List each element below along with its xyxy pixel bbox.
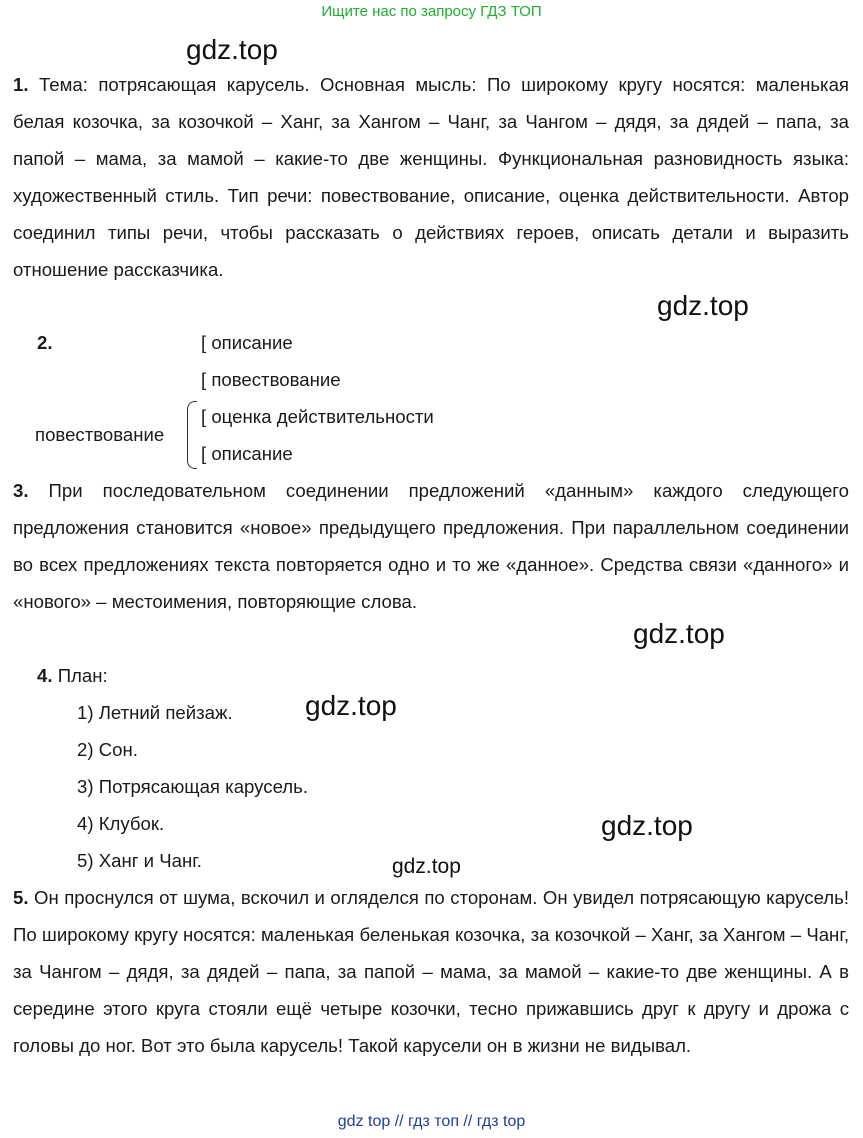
watermark: gdz.top: [657, 290, 749, 321]
task-2-item: [ описание: [201, 332, 293, 353]
task-2-item: [ оценка действительности: [201, 406, 434, 427]
task-4-number: 4.: [37, 665, 53, 686]
task-3: [13, 472, 849, 620]
watermark: gdz.top: [601, 810, 693, 841]
search-hint-link[interactable]: Ищите нас по запросу ГДЗ ТОП: [321, 3, 542, 20]
watermark: gdz.top: [633, 618, 725, 649]
task-3-number: 3.: [13, 480, 29, 501]
watermark: gdz.top: [186, 34, 278, 65]
watermark: gdz.top: [305, 690, 397, 721]
task-1: [13, 66, 849, 288]
task-1-text: Тема: потрясающая карусель. Основная мысль: По широкому кругу носятся: маленькая белая козочка, за козочкой – Ханг, за Хангом – Чанг, за Чангом – дядя, за дядей – папа, за папой – мама, за мамой – какие-то две женщины. Функциональная разновидность языка: художественный стиль. Тип речи: повествование, описание, оценка действительности. Автор соединил типы речи, чтобы рассказать о действиях героев, описать детали и выразить отношение рассказчика.: [13, 74, 849, 280]
footer-links[interactable]: gdz top // гдз топ // гдз top: [337, 1113, 526, 1130]
plan-item: 3) Потрясающая карусель.: [77, 776, 308, 797]
task-3-text: При последовательном соединении предложений «данным» каждого следующего предложения становится «новое» предыдущего предложения. При параллельном соединении во всех предложениях текста повторяется одно и то же «данное». Средства связи «данного» и «нового» – местоимения, повторяющие слова.: [13, 480, 849, 612]
task-5-text: Он проснулся от шума, вскочил и огляделся по сторонам. Он увидел потрясающую карусель! По широкому кругу носятся: маленькая беленькая козочка, за козочкой – Ханг, за Хангом – Чанг, за Чангом – дядя, за дядей – папа, за папой – мама, за мамой – какие-то две женщины. А в середине этого круга стояли ещё четыре козочки, тесно прижавшись друг к другу и дрожа с головы до ног. Вот это была карусель! Такой карусели он в жизни не видывал.: [13, 887, 849, 1056]
task-1-number: 1.: [13, 74, 29, 95]
task-2-item: [ описание: [201, 443, 293, 464]
watermark: gdz.top: [392, 855, 461, 878]
plan-item: 2) Сон.: [77, 739, 138, 760]
brace-bracket: [187, 401, 197, 469]
plan-item: 4) Клубок.: [77, 813, 165, 834]
task-5-number: 5.: [13, 887, 29, 908]
task-5: [13, 879, 849, 1064]
task-4-header: [37, 657, 108, 694]
task-2-group-label: повествование: [35, 424, 165, 445]
task-2-item: [ повествование: [201, 369, 341, 390]
plan-item: 1) Летний пейзаж.: [77, 702, 233, 723]
plan-item: 5) Ханг и Чанг.: [77, 850, 202, 871]
task-2-number: 2.: [37, 332, 53, 353]
task-4-title: План:: [57, 665, 108, 686]
